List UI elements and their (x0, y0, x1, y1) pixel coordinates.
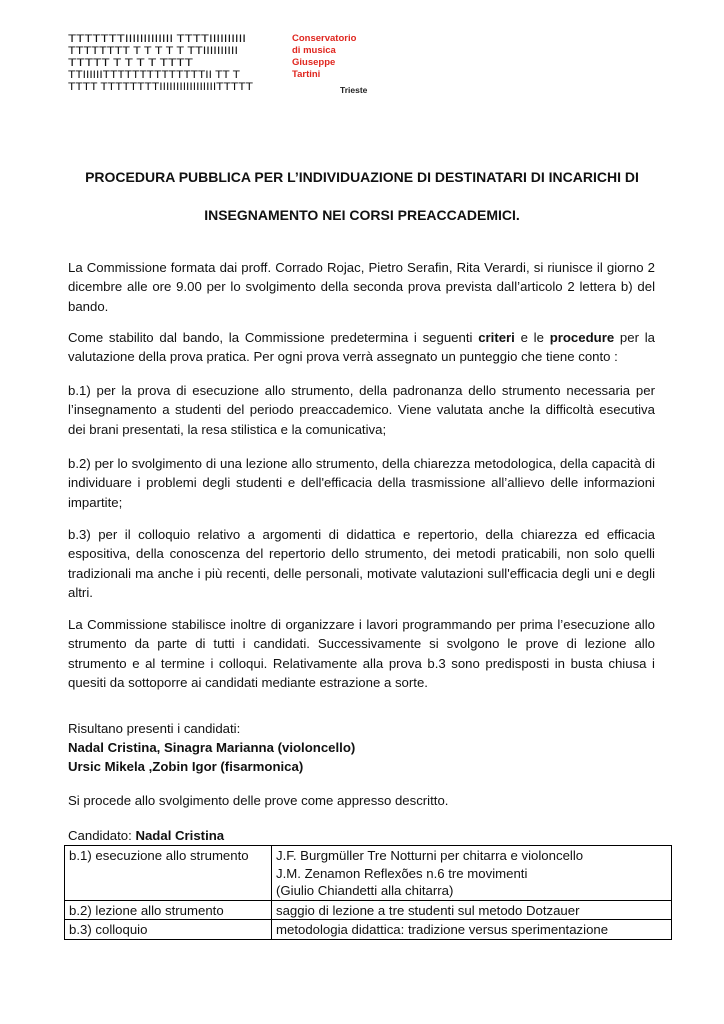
criteria-text: e le (514, 330, 550, 345)
table-row (65, 846, 672, 901)
present-candidates-line: Ursic Mikela ,Zobin Igor (fisarmonica) (68, 759, 304, 774)
detail-line: J.F. Burgmüller Tre Notturni per chitarra e violoncello (276, 848, 584, 863)
present-candidates-line: Nadal Cristina, Sinagra Marianna (violoncello) (68, 740, 356, 755)
test-cell: b.1) esecuzione allo strumento (65, 846, 272, 901)
criterion-b2: b.2) per lo svolgimento di una lezione allo strumento, della chiarezza metodologica, della capacità di individuare i problemi degli studenti e dell'efficacia della trasmissione all’allievo delle informazioni impartite; (68, 456, 655, 510)
title-line: PROCEDURA PUBBLICA PER L’INDIVIDUAZIONE DI DESTINATARI DI INCARICHI DI (85, 169, 639, 185)
candidate-label: Candidato: (68, 828, 136, 843)
test-cell: b.3) colloquio (65, 920, 272, 940)
procedure-keyword: procedure (549, 330, 615, 345)
candidate-table (64, 845, 672, 940)
institution-line: Giuseppe (292, 57, 336, 68)
details-cell (272, 846, 672, 901)
criteria-text: per la valutazione della prova pratica. Per ogni prova verrà assegnato un punteggio che tiene conto : (68, 330, 656, 365)
test-cell: b.2) lezione allo strumento (65, 900, 272, 920)
table-row (65, 920, 672, 940)
criteria-paragraph (68, 328, 655, 367)
institution-line: Tartini (292, 69, 321, 80)
institution-line: di musica (292, 45, 336, 56)
detail-line: saggio di lezione a tre studenti sul metodo Dotzauer (276, 902, 580, 918)
candidate-heading (68, 826, 224, 845)
detail-line: J.M. Zenamon Reflexões n.6 tre movimenti (276, 865, 528, 881)
conservatory-logo-graphic (68, 32, 253, 92)
svg-text:TTTTTTTT T T T T T TTIIIIIIIII: TTTTTTTT T T T T T TTIIIIIIIIII (68, 45, 238, 57)
table-row (65, 900, 672, 920)
details-cell (272, 920, 672, 940)
detail-line: (Giulio Chiandetti alla chitarra) (276, 883, 454, 898)
criterion-b1: b.1) per la prova di esecuzione allo strumento, della padronanza dello strumento necessaria per l’insegnamento a studenti del periodo preaccademico. Viene valutata anche la difficoltà esecutiva dei brani presentati, la resa stilistica e la comunicativa; (68, 383, 655, 437)
detail-line: metodologia didattica: tradizione versus sperimentazione (276, 922, 609, 937)
proceed-text: Si procede allo svolgimento delle prove come appresso descritto. (68, 793, 449, 808)
present-label: Risultano presenti i candidati: (68, 721, 241, 736)
svg-text:TTIIIIIITTTTTTTTTTTTTTII TT: TTIIIIIITTTTTTTTTTTTTTII TT T (68, 69, 241, 81)
institution-city: Trieste (340, 85, 368, 95)
candidate-name: Nadal Cristina (135, 828, 225, 843)
intro-paragraph: La Commissione formata dai proff. Corrado Rojac, Pietro Serafin, Rita Verardi, si riunisce il giorno 2 dicembre alle ore 9.00 per lo svolgimento della seconda prova prevista dall’articolo 2 lettera b) del bando. (68, 260, 655, 314)
title-line: INSEGNAMENTO NEI CORSI PREACCADEMICI. (204, 207, 520, 223)
details-cell (272, 900, 672, 920)
institution-line: Conservatorio (292, 33, 357, 44)
svg-text:TTTT TTTTTTTTIIIIIIIIIIIIIII: TTTT TTTTTTTTIIIIIIIIIIIIIIIIITTTTT (68, 81, 253, 92)
svg-text:TTTTT T T T T TTTT: TTTTT T T T T TTTT (68, 57, 194, 69)
svg-text:TTTTTTTIIIIIIIIIIIII TTTTIII: TTTTTTTIIIIIIIIIIIII TTTTIIIIIIIIII (68, 33, 246, 45)
institution-name (292, 33, 356, 81)
criterion-b3: b.3) per il colloquio relativo a argomenti di didattica e repertorio, della chiarezza ed efficacia espositiva, della conoscenza del repertorio dello strumento, dei metodi praticabili, non solo quelli tradizionali ma anche i più recenti, delle personali, motivate valutazioni sull'efficacia degli uni e degli altri. (68, 527, 655, 600)
document-title (60, 158, 664, 234)
criteria-text: Come stabilito dal bando, la Commissione predetermina i seguenti (68, 330, 479, 345)
organization-paragraph: La Commissione stabilisce inoltre di organizzare i lavori programmando per prima l’esecuzione allo strumento da parte di tutti i candidati. Successivamente si svolgono le prove di lezione allo strumento e al termine i colloqui. Relativamente alla prova b.3 sono predisposti in busta chiusa i quesiti da sottoporre ai candidati mediante estrazione a sorte. (68, 617, 655, 690)
criteria-keyword: criteri (478, 330, 515, 345)
